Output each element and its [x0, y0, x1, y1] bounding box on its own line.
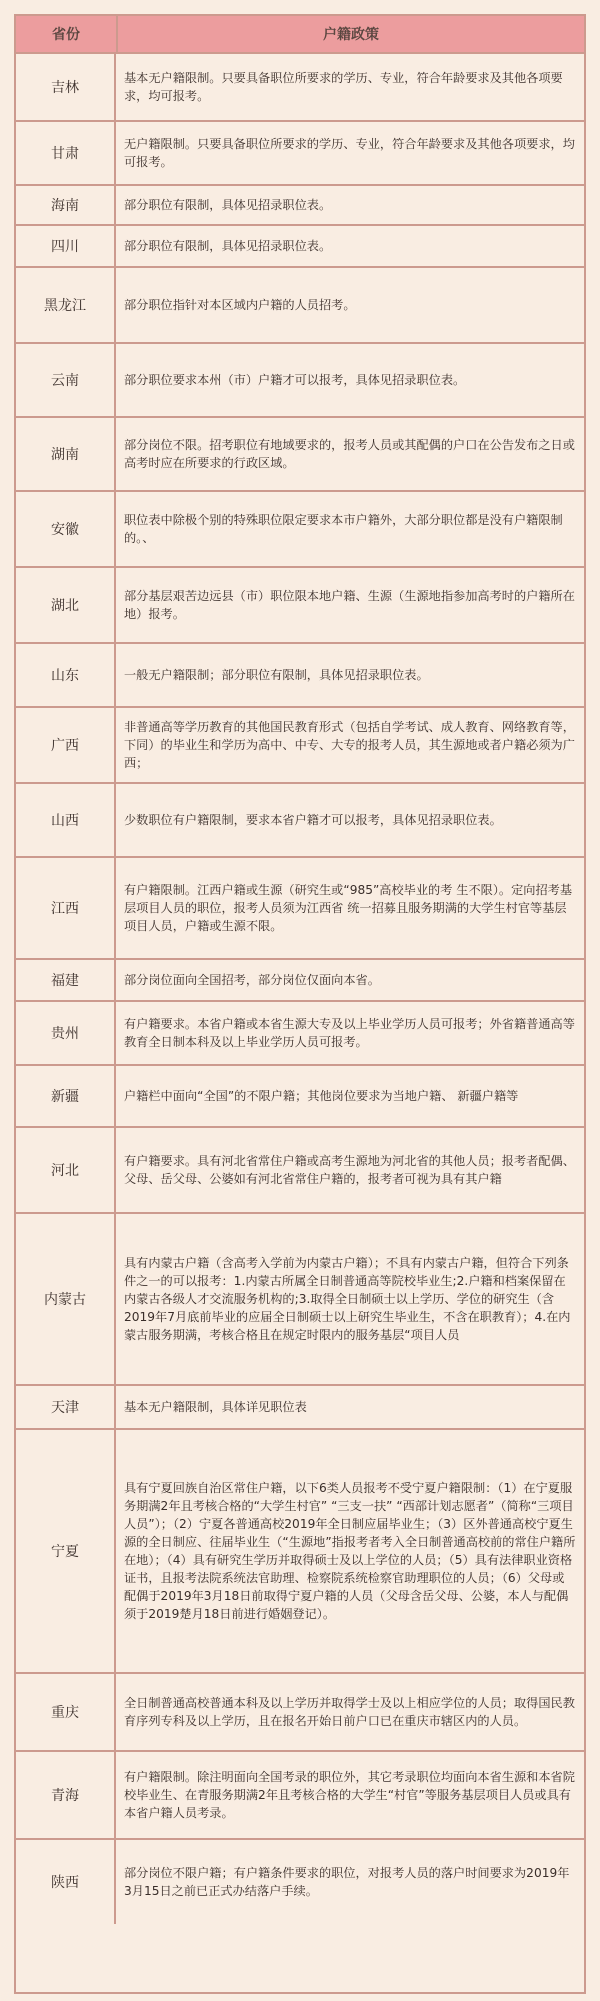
table-row [16, 1430, 584, 1674]
policy-cell: 部分基层艰苦边远县（市）职位限本地户籍、生源（生源地指参加高考时的户籍所在地）报考。 [124, 589, 575, 621]
province-cell: 山西 [16, 784, 116, 856]
table-row [16, 122, 584, 186]
policy-cell: 有户籍要求。具有河北省常住户籍或高考生源地为河北省的其他人员；报考者配偶、父母、岳父母、公婆如有河北省常住户籍的，报考者可视为具有其户籍 [124, 1154, 575, 1186]
header-policy: 户籍政策 [323, 27, 379, 43]
policy-cell: 部分职位指针对本区域内户籍的人员招考。 [124, 298, 356, 312]
province-cell: 海南 [16, 186, 116, 224]
policy-cell: 部分岗位不限。招考职位有地域要求的，报考人员或其配偶的户口在公告发布之日或高考时应在所要求的行政区域。 [124, 438, 575, 470]
province-cell: 安徽 [16, 492, 116, 566]
province-cell: 四川 [16, 226, 116, 266]
province-cell: 内蒙古 [16, 1214, 116, 1384]
province-cell: 新疆 [16, 1066, 116, 1126]
policy-cell: 部分岗位不限户籍；有户籍条件要求的职位，对报考人员的落户时间要求为2019年3月15日之前已正式办结落户手续。 [124, 1866, 570, 1898]
table-row [16, 418, 584, 492]
province-cell: 广西 [16, 708, 116, 782]
table-row [16, 644, 584, 708]
table-row [16, 708, 584, 784]
province-cell: 天津 [16, 1386, 116, 1428]
table-row [16, 1214, 584, 1386]
policy-cell: 部分职位有限制，具体见招录职位表。 [124, 239, 332, 253]
province-cell: 湖北 [16, 568, 116, 642]
province-cell: 江西 [16, 858, 116, 958]
policy-cell: 非普通高等学历教育的其他国民教育形式（包括自学考试、成人教育、网络教育等，下同）的毕业生和学历为高中、中专、大专的报考人员，其生源地或者户籍必须为广西； [124, 720, 575, 770]
province-cell: 宁夏 [16, 1430, 116, 1672]
policy-cell: 具有宁夏回族自治区常住户籍，以下6类人员报考不受宁夏户籍限制：（1）在宁夏服务期满2年且考核合格的“大学生村官” “三支一扶” “西部计划志愿者”（简称“三项目人员”）；（2）宁夏各普通高校2019年全日制应届毕业生；（3）区外普通高校宁夏生源的全日制应、往届毕业生（“生源地”指报考者考入全日制普通高校前的常住户籍所在地）；（4）具有研究生学历并取得硕士及以上学位的人员；（5）具有法律职业资格证书，且报考法院系统法官助理、检察院系统检察官助理职位的人员；（6）父母或配偶于2019年3月18日前取得宁夏户籍的人员（父母含岳父母、公婆，本人与配偶须于2019楚月18日前进行婚姻登记）。 [124, 1481, 576, 1621]
policy-cell: 基本无户籍限制。只要具备职位所要求的学历、专业，符合年龄要求及其他各项要求，均可报考。 [124, 71, 563, 103]
table-row [16, 1002, 584, 1066]
policy-cell: 部分职位要求本州（市）户籍才可以报考，具体见招录职位表。 [124, 373, 466, 387]
policy-cell: 少数职位有户籍限制，要求本省户籍才可以报考，具体见招录职位表。 [124, 813, 502, 827]
policy-cell: 一般无户籍限制；部分职位有限制，具体见招录职位表。 [124, 668, 429, 682]
table-row [16, 186, 584, 226]
policy-cell: 部分岗位面向全国招考，部分岗位仅面向本省。 [124, 973, 380, 987]
table-row [16, 268, 584, 344]
table-row [16, 54, 584, 122]
policy-cell: 户籍栏中面向“全国”的不限户籍；其他岗位要求为当地户籍、 新疆户籍等 [124, 1089, 519, 1103]
table-row [16, 784, 584, 858]
table-row [16, 960, 584, 1002]
province-cell: 陕西 [16, 1840, 116, 1924]
province-cell: 山东 [16, 644, 116, 706]
policy-cell: 全日制普通高校普通本科及以上学历并取得学士及以上相应学位的人员；取得国民教育序列专科及以上学历，且在报名开始日前户口已在重庆市辖区内的人员。 [124, 1696, 575, 1728]
province-cell: 黑龙江 [16, 268, 116, 342]
province-cell: 湖南 [16, 418, 116, 490]
policy-cell: 职位表中除极个别的特殊职位限定要求本市户籍外，大部分职位都是没有户籍限制的。、 [124, 513, 563, 545]
table-row [16, 344, 584, 418]
header-province: 省份 [16, 16, 118, 52]
policy-cell: 有户籍要求。本省户籍或本省生源大专及以上毕业学历人员可报考；外省籍普通高等教育全日制本科及以上毕业学历人员可报考。 [124, 1017, 575, 1049]
province-cell: 河北 [16, 1128, 116, 1212]
province-cell: 青海 [16, 1752, 116, 1838]
table-row [16, 1128, 584, 1214]
table-row [16, 226, 584, 268]
province-cell: 重庆 [16, 1674, 116, 1750]
table-row [16, 1840, 584, 1924]
table-header [16, 16, 584, 54]
table-row [16, 492, 584, 568]
policy-table [14, 14, 586, 1994]
policy-cell: 有户籍限制。除注明面向全国考录的职位外，其它考录职位均面向本省生源和本省院校毕业生、在青服务期满2年且考核合格的大学生“村官”等服务基层项目人员或具有本省户籍人员考录。 [124, 1770, 575, 1820]
table-row [16, 1674, 584, 1752]
table-row [16, 1066, 584, 1128]
table-row [16, 858, 584, 960]
policy-cell: 部分职位有限制，具体见招录职位表。 [124, 198, 332, 212]
province-cell: 福建 [16, 960, 116, 1000]
province-cell: 甘肃 [16, 122, 116, 184]
policy-cell: 有户籍限制。江西户籍或生源（研究生或“985”高校毕业的考 生不限）。定向招考基层项目人员的职位，报考人员须为江西省 统一招募且服务期满的大学生村官等基层项目人员，户籍或生源不限。 [124, 883, 573, 933]
policy-cell: 无户籍限制。只要具备职位所要求的学历、专业，符合年龄要求及其他各项要求，均可报考。 [124, 137, 575, 169]
policy-cell: 具有内蒙古户籍（含高考入学前为内蒙古户籍）；不具有内蒙古户籍，但符合下列条件之一的可以报考：1.内蒙古所属全日制普通高等院校毕业生;2.户籍和档案保留在内蒙古各级人才交流服务机构的;3.取得全日制硕士以上学历、学位的研究生（含2019年7月底前毕业的应届全日制硕士以上研究生毕业生，不含在职教育）；4.在内蒙古服务期满，考核合格且在规定时限内的服务基层“项目人员 [124, 1256, 571, 1342]
table-row [16, 1752, 584, 1840]
province-cell: 吉林 [16, 54, 116, 120]
policy-cell: 基本无户籍限制，具体详见职位表 [124, 1400, 307, 1414]
province-cell: 云南 [16, 344, 116, 416]
table-row [16, 1386, 584, 1430]
table-row [16, 568, 584, 644]
province-cell: 贵州 [16, 1002, 116, 1064]
